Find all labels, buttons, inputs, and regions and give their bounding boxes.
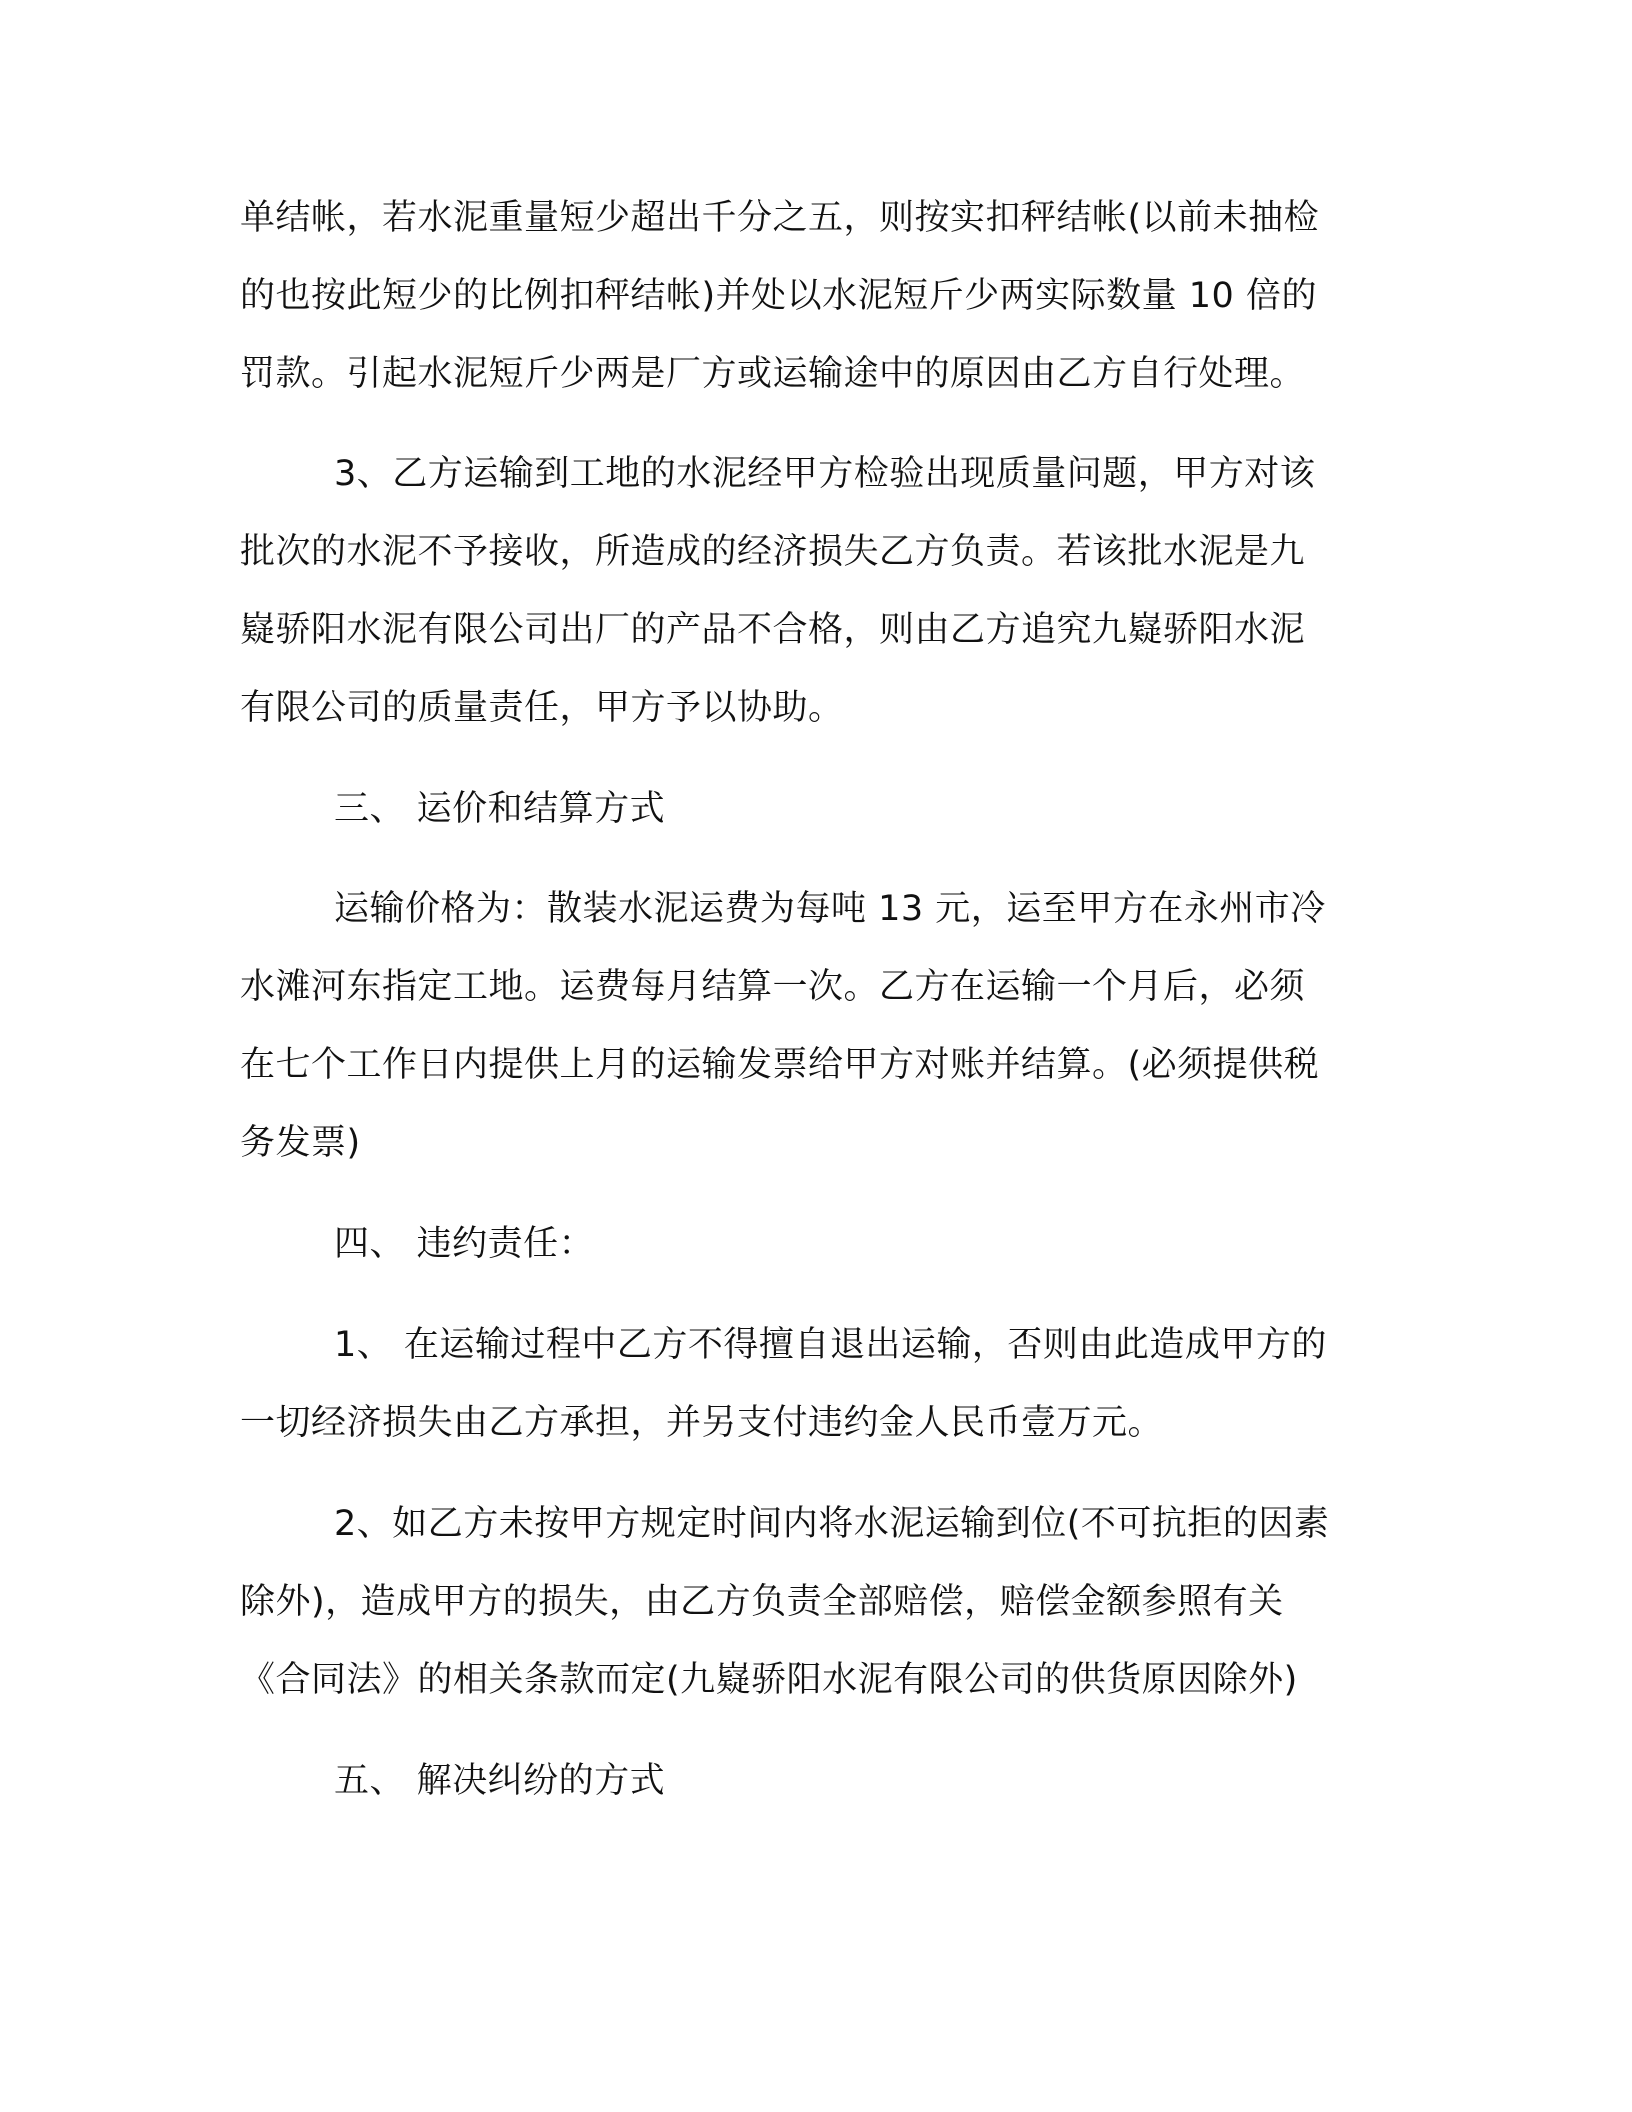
paragraph-line: 务发票) bbox=[240, 1123, 361, 1163]
paragraph-line: 批次的水泥不予接收，所造成的经济损失乙方负责。若该批水泥是九 bbox=[240, 532, 1306, 572]
paragraph-line: 水滩河东指定工地。运费每月结算一次。乙方在运输一个月后，必须 bbox=[240, 967, 1306, 1007]
section-heading: 三、 运价和结算方式 bbox=[334, 789, 666, 829]
paragraph-line: 单结帐，若水泥重量短少超出千分之五，则按实扣秤结帐(以前未抽检 bbox=[240, 198, 1320, 238]
paragraph-line: 罚款。引起水泥短斤少两是厂方或运输途中的原因由乙方自行处理。 bbox=[240, 354, 1306, 394]
paragraph-line: 1、 在运输过程中乙方不得擅自退出运输，否则由此造成甲方的 bbox=[334, 1325, 1327, 1365]
paragraph-line: 运输价格为：散装水泥运费为每吨 13 元，运至甲方在永州市冷 bbox=[334, 889, 1326, 929]
section-heading: 四、 违约责任： bbox=[334, 1224, 595, 1264]
section-heading: 五、 解决纠纷的方式 bbox=[334, 1761, 666, 1801]
paragraph-line: 的也按此短少的比例扣秤结帐)并处以水泥短斤少两实际数量 10 倍的 bbox=[240, 276, 1317, 316]
paragraph-line: 一切经济损失由乙方承担，并另支付违约金人民币壹万元。 bbox=[240, 1403, 1164, 1443]
paragraph-line: 在七个工作日内提供上月的运输发票给甲方对账并结算。(必须提供税 bbox=[240, 1045, 1320, 1085]
paragraph-line: 2、如乙方未按甲方规定时间内将水泥运输到位(不可抗拒的因素 bbox=[334, 1504, 1330, 1544]
paragraph-line: 嶷骄阳水泥有限公司出厂的产品不合格，则由乙方追究九嶷骄阳水泥 bbox=[240, 610, 1306, 650]
paragraph-line: 3、乙方运输到工地的水泥经甲方检验出现质量问题，甲方对该 bbox=[334, 454, 1316, 494]
paragraph-line: 除外)，造成甲方的损失，由乙方负责全部赔偿，赔偿金额参照有关 bbox=[240, 1582, 1284, 1622]
paragraph-line: 有限公司的质量责任，甲方予以协助。 bbox=[240, 688, 844, 728]
paragraph-line: 《合同法》的相关条款而定(九嶷骄阳水泥有限公司的供货原因除外) bbox=[240, 1660, 1298, 1700]
